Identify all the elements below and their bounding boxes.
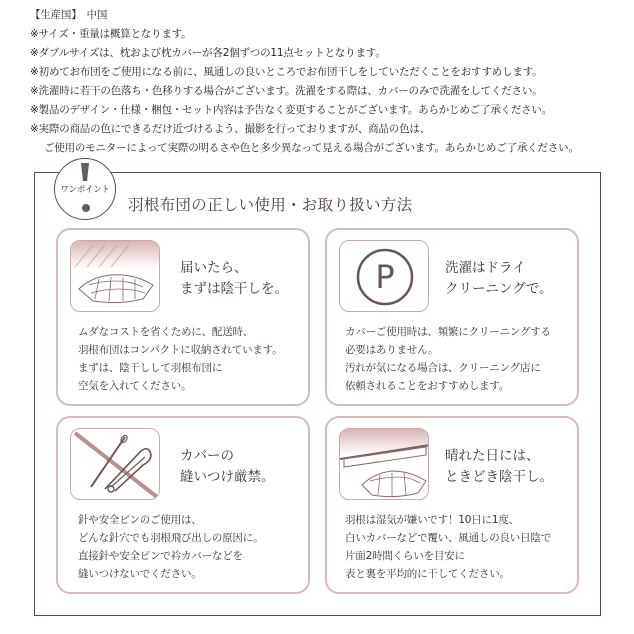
card-body-line: 針や安全ピンのご使用は、 [78,514,202,526]
card-dry-cleaning [325,228,579,406]
country-of-origin-line [30,6,630,25]
card-air-out [56,228,310,406]
card-title-line: 届いたら、 [180,260,248,276]
card-body-line: 汚れが気になる場合は、クリーニング店に [345,362,541,374]
country-value: 中国 [86,9,108,21]
card-title-line: クリーニングで。 [445,281,553,297]
folded-futon-icon [70,240,160,312]
card-body-line: 空気を入れてください。 [78,380,192,392]
badge-label: ワンポイント [60,185,110,195]
country-label: 【生産国】 [30,9,77,21]
card-no-sewing [56,416,310,594]
card-body-line: 必要はありません。 [345,344,439,356]
card-body-line: 羽根布団はコンパクトに収納されています。 [78,344,283,356]
note-line: ※サイズ・重量は概算となります。 [30,28,192,40]
one-point-badge [54,158,116,220]
card-body-line: 直接針や安全ピンで衿カバーなどを [78,550,243,562]
note-line: ※ダブルサイズは、枕および枕カバーが各2個ずつの11点セットとなります。 [30,47,386,59]
p-letter: P [375,258,395,296]
note-line: ※洗濯時に若干の色落ち・色移りする場合がございます。洗濯をする際は、カバーのみで洗濯をしてください。 [30,85,543,97]
exclamation-dot-icon [81,203,91,213]
card-body-line: カバーご使用時は、頻繁にクリーニングする [345,326,551,338]
card-title-line: カバーの [180,448,234,464]
card-body-line: ムダなコストを省くために、配送時、 [78,326,254,338]
card-body-line: 表と裏を平均的に干してください。 [345,568,510,580]
card-title-line: まずは陰干しを。 [180,281,288,297]
card-title-line: 洗濯はドライ [445,260,526,276]
note-line: ※初めてお布団をご使用になる前に、風通しの良いところでお布団干しをしていただくことをおすすめします。 [30,66,543,78]
sun-drying-futon-icon [339,428,429,500]
card-body-line: 依頼されることをおすすめします。 [345,380,510,392]
card-title-line: 晴れた日には、 [445,448,540,464]
dry-cleaning-p-icon [339,240,429,312]
card-title-line: ときどき陰干し。 [445,469,553,485]
card-body-line: 羽根は湿気が嫌いです！10日に1度、 [345,514,519,526]
no-needle-pin-icon [70,428,160,500]
card-body-line: 縫いつけないでください。 [78,568,202,580]
note-line: ※製品のデザイン・仕様・梱包・セット内容は予告なく変更することがございます。あらかじめご了承ください。 [30,104,553,116]
note-line-continued: ご使用のモニターによって実際の明るさや色と多少異なって見える場合がございます。あらかじめご了承ください。 [44,142,579,154]
card-title-line: 縫いつけ厳禁。 [180,469,275,485]
card-body-line: 片面2時間くらいを目安に [345,550,465,562]
product-notes [30,6,630,158]
note-line: ※実際の商品の色にできるだけ近づけるよう、撮影を行っておりますが、商品の色は、 [30,123,430,135]
card-body-line: まずは、陰干しして羽根布団に [78,362,223,374]
guide-heading: 羽根布団の正しい使用・お取り扱い方法 [128,196,413,214]
card-body-line: 白いカバーなどで覆い、風通しの良い日陰で [345,532,551,544]
card-sun-dry [325,416,579,594]
card-body-line: どんな針穴でも羽根飛び出しの原因に。 [78,532,264,544]
